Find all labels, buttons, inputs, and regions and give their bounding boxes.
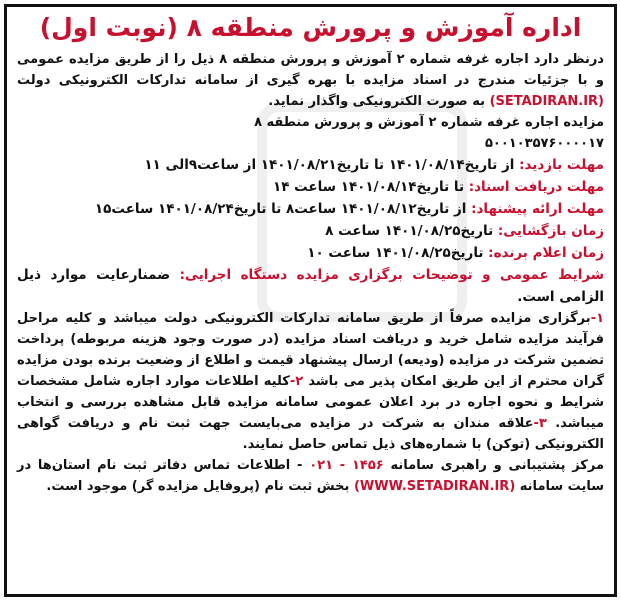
deadline-value: از تاریخ۱۴۰۱/۰۸/۱۴ تا تاریخ۱۴۰۱/۰۸/۲۱ از ساعت۹الی ۱۱ [144,157,515,173]
conditions-body [17,308,604,455]
condition-item-1: برگزاری مزایده صرفاً از طریق سامانه تدارکات الکترونیکی دولت میباشد و کلیه مراحل فرآیند مزایده شامل خرید و دریافت اسناد مزایده (در صورت وجود هزینه مربوطه) پرداخت تضمین شرکت در مزایده (ودیعه) ارسال پیشنهاد قیمت و اطلاع از وضعیت برنده بودن مزایده گران محترم از این طریق امکان پذیر می باشد [17,311,604,389]
intro-paragraph [17,49,604,112]
support-mid: - اطلاعات تماس دفاتر ثبت نام استان‌ها در سایت سامانه [17,458,604,494]
deadline-label: مهلت ارائه پیشنهاد: [471,201,604,217]
support-lead: مرکز پشتیبانی و راهبری سامانه [390,458,605,473]
deadline-proposal [17,198,604,220]
notice-frame [4,4,617,597]
deadline-label: زمان بازگشایی: [497,223,604,239]
deadline-opening [17,220,604,242]
conditions-heading-line [17,264,604,308]
deadline-label: زمان اعلام برنده: [488,245,604,261]
support-paragraph [17,455,604,497]
condition-number-2: ۲- [289,374,304,389]
intro-tail: به صورت الکترونیکی واگذار نماید. [268,94,486,109]
intro-site-link[interactable]: (SETADIRAN.IR) [489,94,604,109]
condition-number-3: ۳- [533,416,547,431]
condition-item-2: کلیه اطلاعات موارد اجاره شامل مشخصات شرایط و نحوه اجاره در برد اعلان عمومی سامانه مزایده قابل مشاهده بررسی و انتخاب میباشد. [17,374,604,431]
deadline-label: مهلت دریافت اسناد: [468,179,604,195]
deadline-value: تا تاریخ۱۴۰۱/۰۸/۱۴ ساعت ۱۴ [272,179,465,195]
support-tail: بخش ثبت نام (پروفایل مزایده گر) موجود است. [46,479,350,494]
auction-number: ۵۰۰۱۰۳۵۷۶۰۰۰۰۱۷ [484,136,604,151]
condition-number-1: ۱- [590,311,604,326]
condition-item-3: علاقه مندان به شرکت در مزایده می‌بایست جهت ثبت نام و دریافت گواهی الکترونیکی (توکن) با شماره‌های ذیل تماس حاصل نمایند. [17,416,604,452]
deadline-documents [17,176,604,198]
support-site-link[interactable]: (WWW.SETADIRAN.IR) [353,479,516,494]
deadline-visit [17,154,604,176]
notice-content [17,11,604,497]
deadline-value: تاریخ۱۴۰۱/۰۸/۲۵ ساعت ۱۰ [307,245,484,261]
notice-title: اداره آموزش و پرورش منطقه ۸ (نوبت اول) [39,13,582,42]
auction-title: مزایده اجاره غرفه شماره ۲ آموزش و پرورش منطقه ۸ [254,115,604,130]
deadline-value: از تاریخ۱۴۰۱/۰۸/۱۲ ساعت۸ تا تاریخ۱۴۰۱/۰۸/۲۴ ساعت۱۵ [94,201,467,217]
deadline-label: مهلت بازدید: [519,157,604,173]
conditions-heading-tail: ضمنارعایت موارد ذیل الزامی است. [17,267,604,305]
deadlines-list [17,154,604,264]
conditions-heading: شرایط عمومی و توضیحات برگزاری مزایده دستگاه اجرایی: [179,267,604,283]
deadline-value: تاریخ۱۴۰۱/۰۸/۲۵ ساعت ۸ [325,223,494,239]
support-phone: ۱۴۵۶ - ۰۲۱ [309,458,384,473]
intro-text: درنظر دارد اجاره غرفه شماره ۲ آموزش و پرورش منطقه ۸ ذیل را از طریق مزایده عمومی و با جزئیات مندرج در اسناد مزایده با بهره گیری از سامانه تدارکات الکترونیکی دولت [17,52,604,88]
deadline-winner [17,242,604,264]
